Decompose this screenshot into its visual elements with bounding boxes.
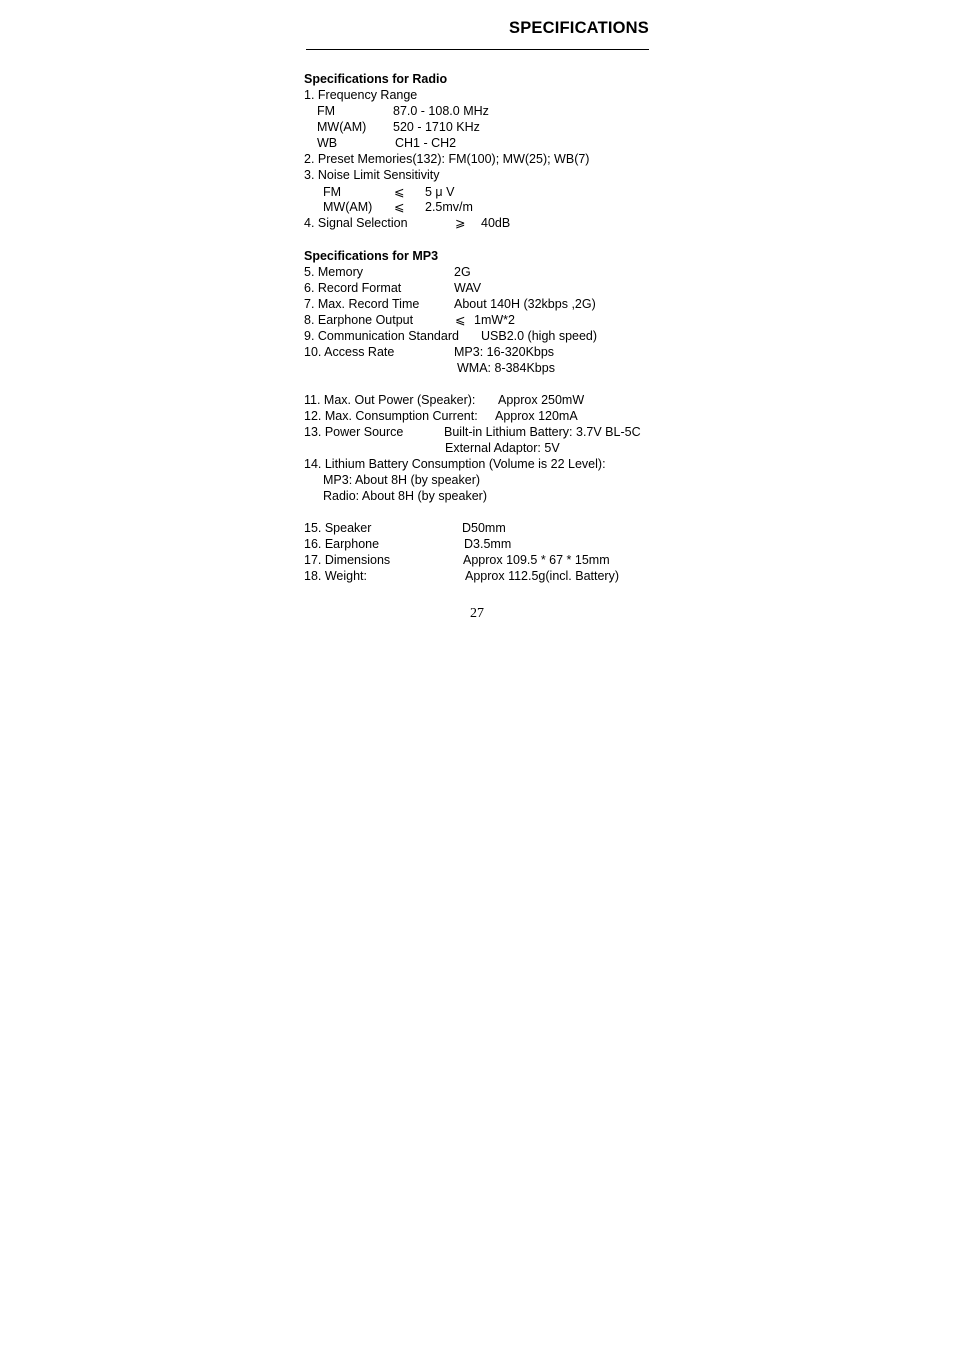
speaker-label: 15. Speaker (304, 521, 372, 535)
noise-mw-value: 2.5mv/m (425, 200, 473, 214)
battery-radio: Radio: About 8H (by speaker) (323, 489, 487, 503)
page-number: 27 (470, 606, 484, 621)
speaker-value: D50mm (462, 521, 506, 535)
battery-mp3: MP3: About 8H (by speaker) (323, 473, 481, 487)
mp3-heading: Specifications for MP3 (304, 249, 439, 263)
battery-consumption-label: 14. Lithium Battery Consumption (Volume is 22 Level): (304, 457, 606, 471)
power-source-battery: Built-in Lithium Battery: 3.7V BL-5C (444, 425, 641, 439)
access-rate-label: 10. Access Rate (304, 345, 395, 359)
earphone-output-label: 8. Earphone Output (304, 313, 414, 327)
consumption-value: Approx 120mA (495, 409, 578, 423)
noise-mw-label: MW(AM) (323, 200, 373, 214)
access-rate-mp3: MP3: 16-320Kbps (454, 345, 555, 359)
signal-selection-label: 4. Signal Selection (304, 216, 408, 230)
earphone-value: D3.5mm (464, 537, 512, 551)
fm-label: FM (317, 104, 336, 118)
noise-sensitivity-label: 3. Noise Limit Sensitivity (304, 168, 440, 182)
page-title: SPECIFICATIONS (508, 19, 649, 37)
access-rate-wma: WMA: 8-384Kbps (457, 361, 555, 375)
noise-fm-label: FM (323, 185, 342, 199)
fm-value: 87.0 - 108.0 MHz (393, 104, 489, 118)
freq-range-label: 1. Frequency Range (304, 88, 418, 102)
record-time-value: About 140H (32kbps ,2G) (454, 297, 596, 311)
radio-heading: Specifications for Radio (304, 72, 448, 86)
dimensions-value: Approx 109.5 * 67 * 15mm (463, 553, 610, 567)
noise-fm-symbol: ⩽ (394, 185, 405, 199)
weight-label: 18. Weight: (304, 569, 368, 583)
signal-selection-symbol: ⩾ (455, 216, 466, 230)
comm-standard-label: 9. Communication Standard (304, 329, 459, 343)
power-source-adaptor: External Adaptor: 5V (445, 441, 560, 455)
memory-label: 5. Memory (304, 265, 364, 279)
preset-memories: 2. Preset Memories(132): FM(100); MW(25); WB(7) (304, 152, 590, 166)
earphone-label: 16. Earphone (304, 537, 380, 551)
wb-label: WB (317, 136, 338, 150)
power-source-label: 13. Power Source (304, 425, 404, 439)
out-power-label: 11. Max. Out Power (Speaker): (304, 393, 476, 407)
signal-selection-value: 40dB (481, 216, 511, 230)
mw-value: 520 - 1710 KHz (393, 120, 480, 134)
consumption-label: 12. Max. Consumption Current: (304, 409, 478, 423)
comm-standard-value: USB2.0 (high speed) (481, 329, 598, 343)
record-format-value: WAV (454, 281, 482, 295)
mw-label: MW(AM) (317, 120, 367, 134)
earphone-output-value: 1mW*2 (474, 313, 515, 327)
header-divider (306, 49, 649, 50)
wb-value: CH1 - CH2 (395, 136, 457, 150)
noise-mw-symbol: ⩽ (394, 200, 405, 214)
memory-value: 2G (454, 265, 471, 279)
weight-value: Approx 112.5g(incl. Battery) (465, 569, 620, 583)
record-format-label: 6. Record Format (304, 281, 402, 295)
dimensions-label: 17. Dimensions (304, 553, 391, 567)
earphone-output-symbol: ⩽ (455, 313, 466, 327)
record-time-label: 7. Max. Record Time (304, 297, 420, 311)
noise-fm-value: 5 μ V (425, 185, 455, 199)
out-power-value: Approx 250mW (498, 393, 585, 407)
